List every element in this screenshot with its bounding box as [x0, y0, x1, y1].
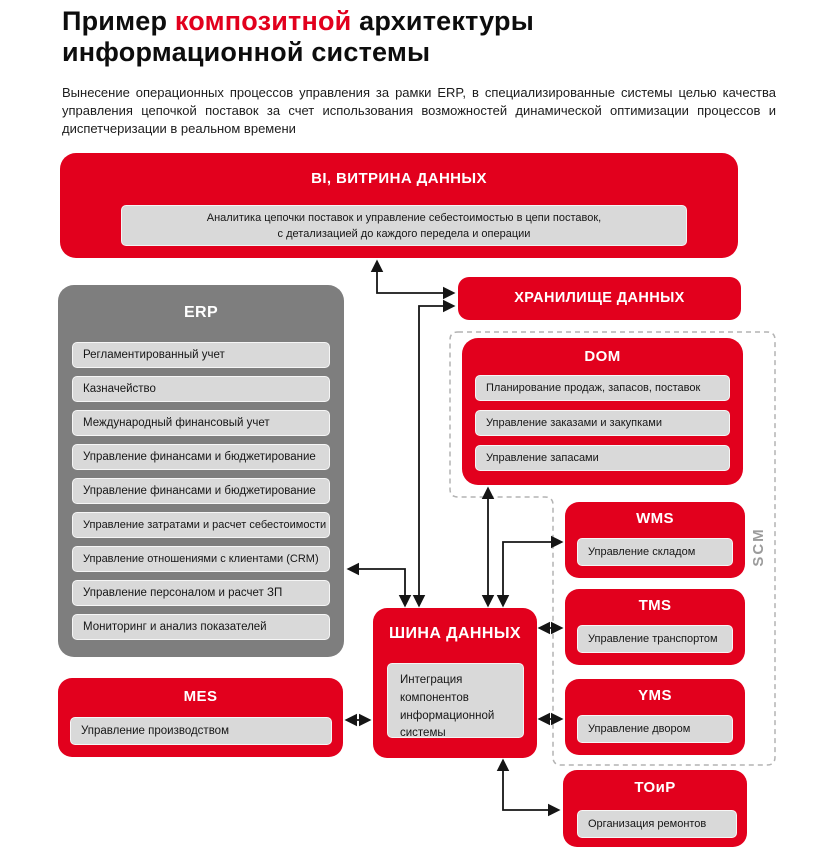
wms-box — [565, 502, 745, 578]
erp-item: Казначейство — [72, 376, 330, 402]
dom-item: Управление заказами и закупками — [475, 410, 730, 436]
arrow-bus-toir — [503, 761, 558, 810]
mes-item: Управление производством — [70, 717, 332, 745]
erp-item: Управление затратами и расчет себестоимости — [72, 512, 330, 538]
dwh-box — [458, 277, 741, 320]
bi-note-line2: с детализацией до каждого передела и операции — [277, 227, 531, 240]
arrow-bus-erp — [349, 569, 405, 605]
bus-title: ШИНА ДАННЫХ — [389, 625, 521, 642]
erp-item: Мониторинг и анализ показателей — [72, 614, 330, 640]
tms-item: Управление транспортом — [577, 625, 733, 653]
title-line2: информационной системы — [62, 37, 431, 68]
bi-note — [121, 205, 687, 246]
bus-box — [373, 608, 537, 758]
dom-title: DOM — [584, 348, 621, 365]
subtitle: Вынесение операционных процессов управления за рамки ERP, в специализированные системы целью качества управления цепочкой поставок за счет использования возможностей динамической оптимизации процессов и диспетчеризации в реальном времени — [62, 85, 776, 137]
toir-item: Организация ремонтов — [577, 810, 737, 838]
scm-label: SCM — [750, 527, 767, 567]
bi-note-line1: Аналитика цепочки поставок и управление себестоимостью в цепи поставок, — [206, 212, 602, 224]
bi-title: BI, ВИТРИНА ДАННЫХ — [311, 170, 487, 187]
title-post: архитектуры — [351, 6, 534, 36]
wms-title: WMS — [636, 510, 674, 527]
arrow-bus-wms — [503, 542, 561, 605]
erp-item: Международный финансовый учет — [72, 410, 330, 436]
erp-item: Управление отношениями с клиентами (CRM) — [72, 546, 330, 572]
bi-box — [60, 153, 738, 258]
toir-title: ТОиР — [634, 779, 676, 796]
wms-item: Управление складом — [577, 538, 733, 566]
erp-box — [58, 285, 344, 657]
yms-box — [565, 679, 745, 755]
dwh-title: ХРАНИЛИЩЕ ДАННЫХ — [514, 290, 685, 306]
erp-item: Управление финансами и бюджетирование — [72, 444, 330, 470]
mes-title: MES — [183, 688, 218, 705]
arrow-bus-dwh — [419, 306, 453, 605]
page-title — [62, 6, 662, 69]
erp-item: Управление финансами и бюджетирование — [72, 478, 330, 504]
yms-item: Управление двором — [577, 715, 733, 743]
erp-item: Управление персоналом и расчет ЗП — [72, 580, 330, 606]
toir-box — [563, 770, 747, 847]
dom-item: Планирование продаж, запасов, поставок — [475, 375, 730, 401]
mes-box — [58, 678, 343, 757]
title-accent: композитной — [174, 6, 352, 36]
tms-box — [565, 589, 745, 665]
arrow-bi-dwh — [377, 262, 453, 293]
erp-title: ERP — [183, 304, 219, 321]
erp-item: Регламентированный учет — [72, 342, 330, 368]
yms-title: YMS — [638, 687, 672, 704]
dom-box — [462, 338, 743, 485]
title-pre: Пример — [62, 6, 175, 36]
bus-note: Интеграция компонентов информационной системы — [387, 663, 524, 738]
tms-title: TMS — [638, 597, 672, 614]
dom-item: Управление запасами — [475, 445, 730, 471]
